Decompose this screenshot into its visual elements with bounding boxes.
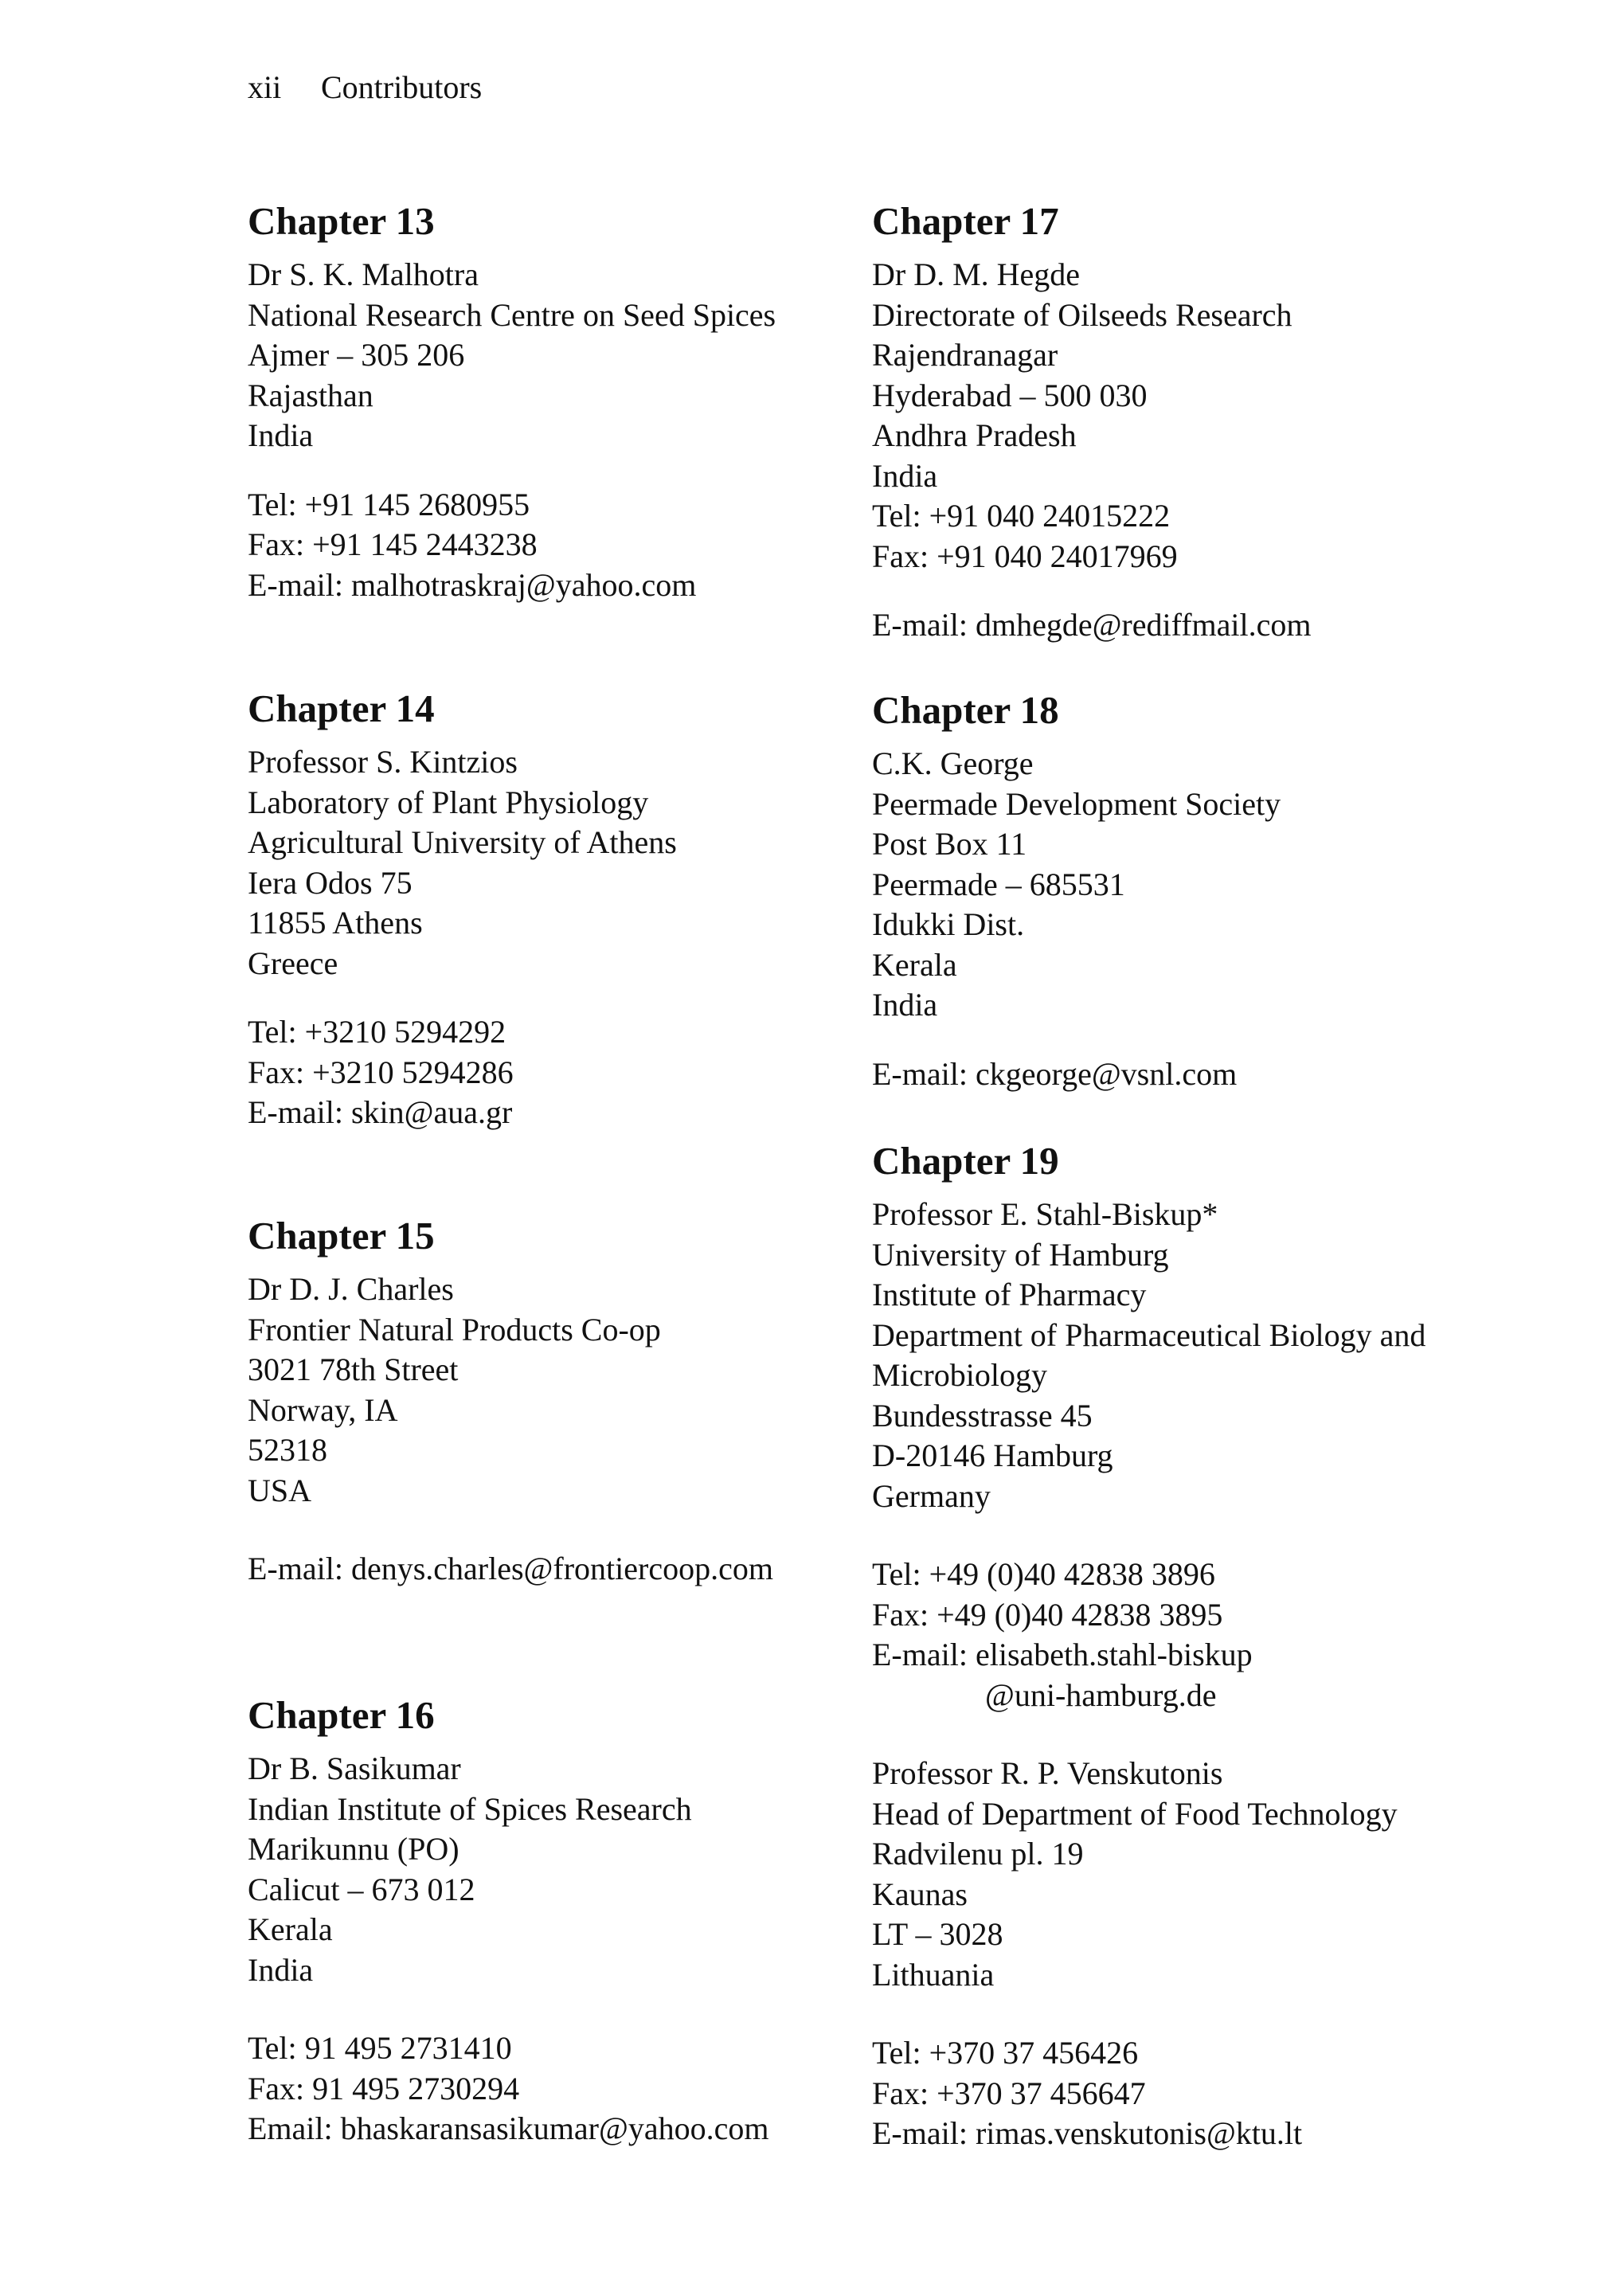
chapter-15-heading: Chapter 15	[248, 1214, 435, 1258]
address-line: Microbiology	[872, 1357, 1047, 1393]
email: E-mail: elisabeth.stahl-biskup	[872, 1637, 1253, 1672]
address-line: University of Hamburg	[872, 1236, 1169, 1273]
chapter-16-entry	[248, 1690, 853, 2149]
address-line: India	[872, 987, 938, 1023]
contributor-name: C.K. George	[872, 745, 1034, 781]
address-line: Kerala	[248, 1911, 333, 1947]
address-line: Department of Pharmaceutical Biology and	[872, 1316, 1426, 1353]
telephone: Tel: +3210 5294292	[248, 1014, 506, 1050]
running-header	[248, 67, 482, 108]
chapter-13-entry	[248, 196, 853, 605]
telephone: Tel: +49 (0)40 42838 3896	[872, 1556, 1215, 1592]
address-line: Rajasthan	[248, 377, 373, 413]
chapter-13-heading: Chapter 13	[248, 199, 435, 243]
address-line: Bundesstrasse 45	[872, 1397, 1093, 1434]
email-continuation: @uni-hamburg.de	[985, 1676, 1217, 1713]
address-line: Peermade – 685531	[872, 866, 1125, 902]
telephone: Tel: +91 040 24015222	[872, 498, 1171, 534]
fax: Fax: +91 040 24017969	[872, 538, 1178, 574]
address-line: 3021 78th Street	[248, 1351, 459, 1387]
address-line: Institute of Pharmacy	[872, 1277, 1147, 1312]
contributor-name: Dr D. J. Charles	[248, 1271, 454, 1307]
email: E-mail: skin@aua.gr	[248, 1094, 513, 1130]
fax: Fax: +370 37 456647	[872, 2075, 1146, 2111]
fax: Fax: 91 495 2730294	[248, 2070, 520, 2106]
address-line: Peermade Development Society	[872, 785, 1281, 822]
chapter-14-entry	[248, 683, 853, 1133]
address-line: USA	[248, 1472, 312, 1508]
email: E-mail: rimas.venskutonis@ktu.lt	[872, 2115, 1303, 2151]
address-line: India	[872, 457, 938, 494]
email: E-mail: malhotraskraj@yahoo.com	[248, 566, 697, 603]
page-number: xii	[248, 69, 282, 105]
address-line: Indian Institute of Spices Research	[248, 1790, 692, 1827]
telephone: Tel: +91 145 2680955	[248, 486, 530, 522]
email: E-mail: ckgeorge@vsnl.com	[872, 1055, 1238, 1092]
telephone: Tel: 91 495 2731410	[248, 2030, 512, 2066]
email: E-mail: dmhegde@rediffmail.com	[872, 607, 1312, 643]
fax: Fax: +49 (0)40 42838 3895	[872, 1596, 1223, 1633]
address-line: Norway, IA	[248, 1391, 398, 1428]
address-line: National Research Centre on Seed Spices	[248, 296, 776, 333]
address-line: Lithuania	[872, 1956, 995, 1993]
address-line: Agricultural University of Athens	[248, 824, 677, 860]
address-line: Kaunas	[872, 1876, 968, 1912]
address-line: Frontier Natural Products Co-op	[248, 1311, 661, 1347]
address-line: Idukki Dist.	[872, 906, 1025, 942]
address-line: Post Box 11	[872, 826, 1027, 862]
address-line: India	[248, 417, 314, 453]
address-line: Greece	[248, 945, 338, 981]
contributor-name: Professor R. P. Venskutonis	[872, 1755, 1223, 1791]
chapter-18-heading: Chapter 18	[872, 688, 1059, 732]
address-line: Kerala	[872, 946, 957, 983]
address-line: 11855 Athens	[248, 905, 423, 941]
contributor-name: Professor S. Kintzios	[248, 744, 518, 780]
contributor-name: Dr B. Sasikumar	[248, 1750, 461, 1786]
address-line: 52318	[248, 1432, 327, 1468]
address-line: LT – 3028	[872, 1916, 1003, 1952]
address-line: Marikunnu (PO)	[248, 1831, 459, 1867]
chapter-19-entry	[872, 1136, 1493, 2154]
telephone: Tel: +370 37 456426	[872, 2035, 1139, 2071]
chapter-16-heading: Chapter 16	[248, 1693, 435, 1737]
address-line: Head of Department of Food Technology	[872, 1795, 1398, 1832]
address-line: Radvilenu pl. 19	[872, 1836, 1084, 1872]
address-line: Germany	[872, 1477, 991, 1514]
address-line: Hyderabad – 500 030	[872, 377, 1148, 413]
chapter-18-entry	[872, 685, 1493, 1094]
chapter-15-entry	[248, 1211, 853, 1590]
address-line: Iera Odos 75	[248, 864, 413, 901]
address-line: D-20146 Hamburg	[872, 1437, 1113, 1473]
running-title: Contributors	[321, 69, 483, 105]
address-line: Andhra Pradesh	[872, 417, 1077, 453]
address-line: Laboratory of Plant Physiology	[248, 784, 649, 820]
address-line: Rajendranagar	[872, 337, 1058, 373]
contributor-name: Professor E. Stahl-Biskup*	[872, 1196, 1218, 1232]
address-line: Calicut – 673 012	[248, 1871, 475, 1907]
contributor-name: Dr S. K. Malhotra	[248, 256, 479, 292]
fax: Fax: +3210 5294286	[248, 1054, 514, 1090]
email: Email: bhaskaransasikumar@yahoo.com	[248, 2110, 769, 2146]
chapter-17-heading: Chapter 17	[872, 199, 1059, 243]
email: E-mail: denys.charles@frontiercoop.com	[248, 1551, 773, 1586]
chapter-17-entry	[872, 196, 1493, 646]
contributor-name: Dr D. M. Hegde	[872, 256, 1081, 292]
address-line: Directorate of Oilseeds Research	[872, 296, 1292, 333]
address-line: Ajmer – 305 206	[248, 337, 465, 373]
chapter-14-heading: Chapter 14	[248, 686, 435, 730]
fax: Fax: +91 145 2443238	[248, 526, 538, 562]
chapter-19-heading: Chapter 19	[872, 1139, 1059, 1183]
address-line: India	[248, 1951, 314, 1988]
